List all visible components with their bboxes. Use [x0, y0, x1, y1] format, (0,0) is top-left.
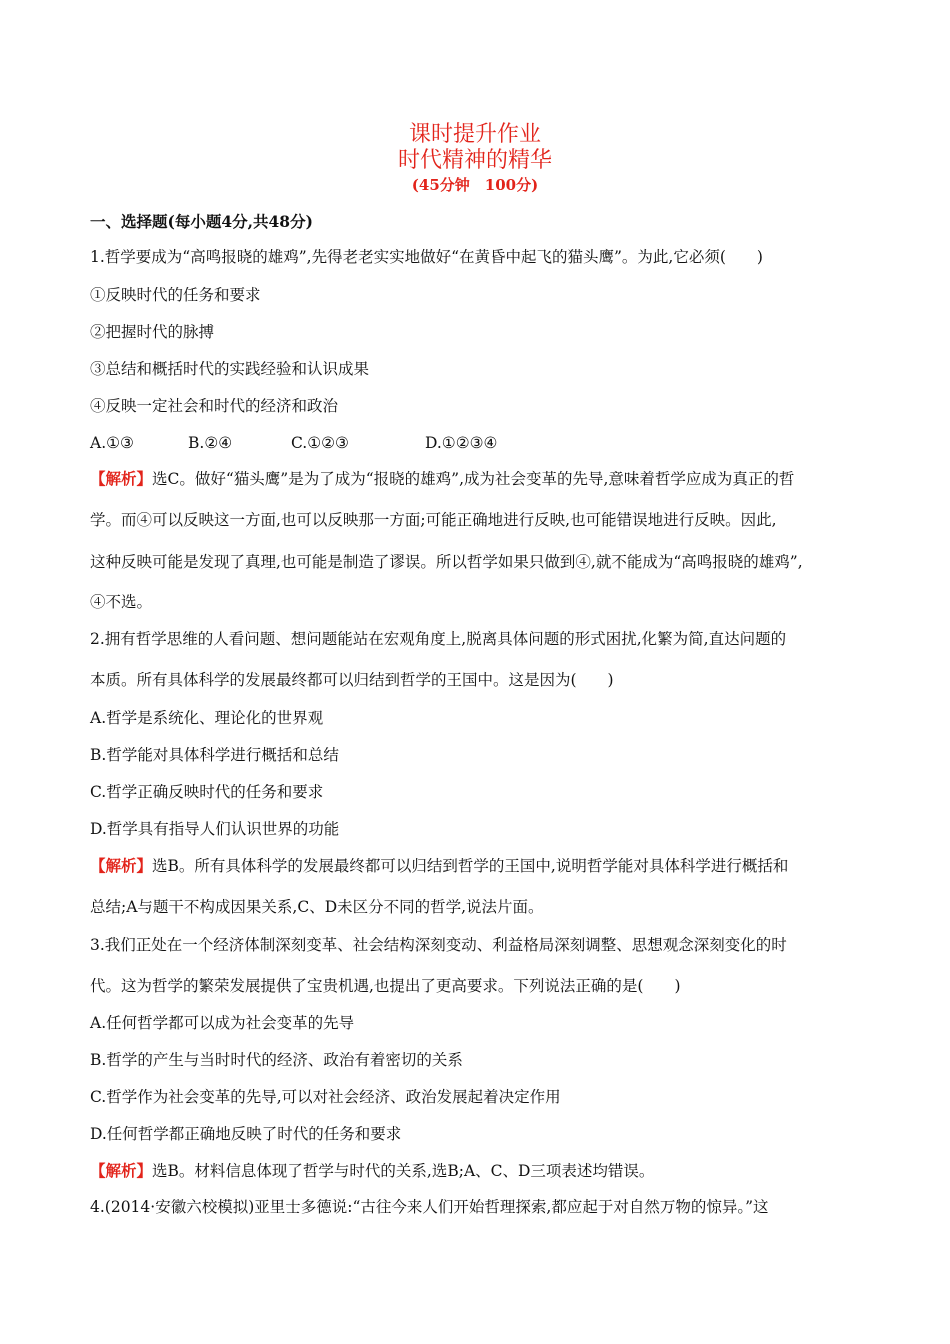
q1-analysis-line: ④不选。: [90, 593, 153, 611]
q4-stem: 4.(2014·安徽六校模拟)亚里士多德说:“古往今来人们开始哲理探索,都应起于对自然万物的惊异。”这: [90, 1198, 769, 1216]
q1-choice-a: A.①③: [90, 434, 134, 452]
q1-item-3: ③总结和概括时代的实践经验和认识成果: [90, 360, 370, 378]
section-heading: 一、选择题(每小题4分,共48分): [90, 212, 313, 231]
q1-analysis-text: 选C。做好“猫头鹰”是为了成为“报晓的雄鸡”,成为社会变革的先导,意味着哲学应成为真正的哲: [152, 470, 795, 488]
q2-option-d: D.哲学具有指导人们认识世界的功能: [90, 820, 340, 838]
q3-option-a: A.任何哲学都可以成为社会变革的先导: [90, 1014, 355, 1032]
q3-analysis-line: [90, 1161, 865, 1181]
q2-stem: 本质。所有具体科学的发展最终都可以归结到哲学的王国中。这是因为( ): [90, 671, 614, 689]
q1-item-1: ①反映时代的任务和要求: [90, 286, 261, 304]
q1-stem: 1.哲学要成为“高鸣报晓的雄鸡”,先得老老实实地做好“在黄昏中起飞的猫头鹰”。为此,它必须( ): [90, 248, 763, 266]
q1-analysis-line: [90, 469, 865, 489]
q2-option-a: A.哲学是系统化、理论化的世界观: [90, 709, 324, 727]
q3-option-d: D.任何哲学都正确地反映了时代的任务和要求: [90, 1125, 402, 1143]
q3-stem: 代。这为哲学的繁荣发展提供了宝贵机遇,也提出了更高要求。下列说法正确的是( ): [90, 977, 681, 995]
q2-analysis-line: [90, 856, 865, 876]
page-subtitle: 时代精神的精华: [397, 148, 552, 173]
analysis-tag: 【解析】: [90, 856, 153, 875]
q2-option-c: C.哲学正确反映时代的任务和要求: [90, 783, 324, 801]
page-title: 课时提升作业: [408, 122, 541, 147]
q2-analysis-line: 总结;A与题干不构成因果关系,C、D未区分不同的哲学,说法片面。: [90, 898, 544, 916]
q1-analysis-line: 学。而④可以反映这一方面,也可以反映那一方面;可能正确地进行反映,也可能错误地进行反映。因此,: [90, 511, 777, 529]
q1-analysis-line: 这种反映可能是发现了真理,也可能是制造了谬误。所以哲学如果只做到④,就不能成为“高鸣报晓的雄鸡”,: [90, 553, 803, 571]
q1-item-2: ②把握时代的脉搏: [90, 323, 215, 341]
analysis-tag: 【解析】: [90, 469, 153, 488]
q1-item-4: ④反映一定社会和时代的经济和政治: [90, 397, 339, 415]
q3-option-c: C.哲学作为社会变革的先导,可以对社会经济、政治发展起着决定作用: [90, 1088, 561, 1106]
q3-analysis-text: 选B。材料信息体现了哲学与时代的关系,选B;A、C、D三项表述均错误。: [152, 1162, 655, 1180]
q1-choice-b: B.②④: [188, 434, 233, 452]
q3-stem: 3.我们正处在一个经济体制深刻变革、社会结构深刻变动、利益格局深刻调整、思想观念深刻变化的时: [90, 936, 787, 954]
q1-choice-c: C.①②③: [291, 434, 349, 452]
q1-choice-d: D.①②③④: [425, 434, 498, 452]
analysis-tag: 【解析】: [90, 1161, 153, 1180]
q2-analysis-text: 选B。所有具体科学的发展最终都可以归结到哲学的王国中,说明哲学能对具体科学进行概括和: [152, 857, 789, 875]
q2-option-b: B.哲学能对具体科学进行概括和总结: [90, 746, 339, 764]
q1-choices: [90, 433, 865, 453]
q2-stem: 2.拥有哲学思维的人看问题、想问题能站在宏观角度上,脱离具体问题的形式困扰,化繁为简,直达问题的: [90, 630, 787, 648]
q3-option-b: B.哲学的产生与当时时代的经济、政治有着密切的关系: [90, 1051, 463, 1069]
time-score-note: (45分钟 100分): [411, 176, 539, 194]
